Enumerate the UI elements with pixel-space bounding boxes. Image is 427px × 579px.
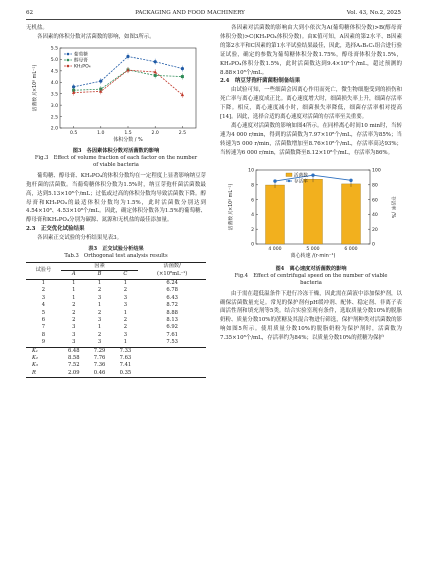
table-cell: 7.52 xyxy=(67,362,80,369)
legend-marker xyxy=(67,53,70,56)
table-cell: 6.78 xyxy=(166,287,178,294)
paragraph: 各因素的体积分数对活菌数的影响，如图3所示。 xyxy=(37,33,155,40)
table-cell: 1 xyxy=(97,279,102,286)
table-summary-row xyxy=(26,370,206,378)
table-row xyxy=(26,339,206,347)
table-cell: 2 xyxy=(72,302,76,309)
table-cell: 7.53 xyxy=(166,339,178,346)
y-tick-label: 2.5 xyxy=(50,115,58,121)
table-cell: 6.48 xyxy=(67,347,80,354)
table-header-unit: (×10⁸mL⁻¹) xyxy=(157,271,188,278)
table-subheader: B xyxy=(97,271,102,278)
fig3-caption-cn: 图3 各因素体积分数对活菌数的影响 xyxy=(72,147,160,154)
x-tick-label: 4 000 xyxy=(268,246,282,252)
table-cell: 8.13 xyxy=(166,316,178,323)
y-tick-label: 8 xyxy=(251,183,254,189)
table-cell: 8.72 xyxy=(166,302,178,309)
table-cell: 2 xyxy=(97,287,102,294)
y2-axis-label: 存活率 /% xyxy=(390,195,395,218)
legend-marker xyxy=(67,65,70,68)
table-cell: 2 xyxy=(72,316,76,323)
legend-swatch xyxy=(286,173,292,177)
table-row xyxy=(26,310,206,317)
table-cell: 7.29 xyxy=(93,347,106,354)
x-tick-label: 0.5 xyxy=(69,130,78,136)
fig3-caption-en: Fig.3 Effect of volume fraction of each factor on the number xyxy=(34,154,198,161)
table-cell: K₁ xyxy=(32,347,38,354)
right-column xyxy=(220,24,402,343)
section-heading: 2.4 纳豆芽孢杆菌菌粉制备结果 xyxy=(220,78,301,85)
table-cell: 3 xyxy=(72,339,76,346)
legend-label: 存活率 xyxy=(294,179,308,185)
legend-marker xyxy=(67,59,70,62)
table-cell: 3 xyxy=(41,294,46,301)
table-cell: 6.92 xyxy=(166,324,178,331)
header-rule xyxy=(26,19,401,20)
legend-marker xyxy=(288,179,290,181)
table-cell: 2 xyxy=(97,309,102,316)
orthogonal-table xyxy=(26,262,206,378)
line-chart-fig3 xyxy=(26,42,206,148)
legend-label: KH₂PO₄ xyxy=(74,64,91,70)
fig4-caption-en: bacteria xyxy=(300,279,322,286)
table-cell: 1 xyxy=(72,287,76,294)
paragraph: 由于需在超低温条件下进行冷冻干燥，因此需在菌液中添加保护剂，以确保活菌数量充足。常见的保护剂有pH缓冲剂、配体、稳定剂、非离子表面活性剂和填充剂等5类。结合实验室现有条件，选取质量分数10%的脱脂奶粉、质量分数10%的蔗糖及其混合物进行筛选，保护剂种类对活菌数的影响如图5所示。使用质量分数10%的脱脂奶粉为保护剂时，活菌数为7.35×10⁸个/mL，存活率约为84%；以质量分数10%的蔗糖为保护 xyxy=(220,290,402,342)
bar-chart-fig4 xyxy=(220,158,402,266)
data-point xyxy=(126,55,129,58)
table-summary-row xyxy=(26,355,206,362)
table-cell: 2 xyxy=(41,287,46,294)
table-cell: 6 xyxy=(41,316,46,323)
table-cell: 8 xyxy=(41,331,46,338)
paragraph: 葡萄糖、醇母膏、KH₂PO₄的体积分数均在一定程度上显著影响纳豆芽孢杆菌的活菌数。当葡萄糖体积分数为1.5%时，纳豆芽孢杆菌活菌数最高，达到5.13×10⁸个/mL；过低或过高的体积分数均导致活菌数下降。醇母膏和KH₂PO₄的最适体积分数均为1.5%，此时活菌数分别达到4.54×10⁸、4.53×10⁸个/mL。因此，确定体积分数各为1.5%的葡萄糖、醇母膏和KH₂PO₄分别为碳源、氮源和无机盐的最佳添加量。 xyxy=(26,172,206,224)
data-point xyxy=(273,179,276,182)
table-cell: 7.33 xyxy=(119,347,132,354)
table-row xyxy=(26,317,206,324)
table-cell: 4 xyxy=(41,302,46,309)
y-tick-label: 10 xyxy=(248,168,254,174)
fig4-caption-cn: 图4 离心速度对活菌数的影响 xyxy=(275,265,347,272)
table-cell: K₂ xyxy=(32,354,38,361)
y-tick-label: 4 xyxy=(251,212,254,218)
table-cell: 6.24 xyxy=(166,279,178,286)
table-header: 因素 xyxy=(61,263,139,271)
table-cell: 8.58 xyxy=(67,354,80,361)
bar xyxy=(266,185,285,244)
y-tick-label: 4.5 xyxy=(50,69,58,75)
data-point xyxy=(311,173,314,176)
table-cell: 3 xyxy=(97,339,102,346)
table-cell: 3 xyxy=(72,324,76,331)
y-tick-label: 6 xyxy=(251,197,254,203)
table-cell: 2 xyxy=(123,287,128,294)
data-point xyxy=(181,67,184,70)
y-axis-label: 活菌数 /(×10⁸ mL⁻¹) xyxy=(229,183,234,230)
section-heading: 2.3 正交优化试验结果 xyxy=(26,226,85,233)
data-point xyxy=(181,75,184,78)
table-cell: 7 xyxy=(41,324,46,331)
table-cell: 3 xyxy=(97,316,102,323)
y-axis-label: 活菌数 /(×10⁸ mL⁻¹) xyxy=(33,64,38,112)
table-cell: 3 xyxy=(123,294,128,301)
y2-tick-label: 40 xyxy=(372,212,378,218)
table-cell: 2 xyxy=(72,309,76,316)
x-tick-label: 6 000 xyxy=(344,246,358,252)
table-cell: 2.09 xyxy=(67,369,80,376)
table-summary-row xyxy=(26,362,206,369)
table-row xyxy=(26,295,206,302)
y-tick-label: 0 xyxy=(251,242,254,248)
left-column xyxy=(26,24,206,378)
table-cell: 5 xyxy=(41,309,46,316)
y-tick-label: 3.5 xyxy=(50,92,58,98)
table-cell: 1 xyxy=(72,294,76,301)
table-cell: 8.88 xyxy=(166,309,178,316)
legend-label: 葡萄糖 xyxy=(74,52,88,58)
x-tick-label: 1.5 xyxy=(124,130,132,136)
table-row xyxy=(26,324,206,331)
table-cell: 2 xyxy=(123,324,128,331)
y2-tick-label: 20 xyxy=(372,227,378,233)
table-cell: 2 xyxy=(97,331,102,338)
table-title-en: Tab.3 Orthogonal test analysis results xyxy=(64,253,168,260)
bar xyxy=(342,184,361,244)
y2-tick-label: 100 xyxy=(372,168,381,174)
y-tick-label: 3.0 xyxy=(50,103,58,109)
y2-tick-label: 60 xyxy=(372,197,378,203)
table-cell: 9 xyxy=(41,339,46,346)
table-cell: 1 xyxy=(123,279,128,286)
paragraph: 各因素对活菌数的影响由大到小依次为A(葡萄糖体积分数)>B(醇母膏体积分数)>C(KH₂PO₄体积分数)。由K值可知，A因素的第2水平、B因素的第2水平和C因素的第1水平试验结果最佳，因此，选择A₂B₂C₁组合进行验证试验，确定的参数为葡萄糖体积分数1.75%，醇母膏体积分数1.5%，KH₂PO₄体积分数1.5%，此时活菌数达到9.4×10⁸个/mL，超过预测的8.88×10⁸个/mL。 xyxy=(220,25,402,76)
paragraph: 无机盐。 xyxy=(26,25,48,31)
table-cell: 3 xyxy=(123,331,128,338)
table-subheader: C xyxy=(123,271,128,278)
fig3-caption-en: of viable bacteria xyxy=(93,161,139,168)
table-row xyxy=(26,302,206,309)
table-header: 试验号 xyxy=(26,263,61,280)
table-cell: 3 xyxy=(123,302,128,309)
y2-tick-label: 80 xyxy=(372,183,378,189)
table-cell: 7.41 xyxy=(119,362,132,369)
y-tick-label: 4.0 xyxy=(50,80,58,86)
y-tick-label: 5.5 xyxy=(50,46,58,52)
x-tick-label: 1.0 xyxy=(97,130,105,136)
table-cell: 7.61 xyxy=(166,331,178,338)
table-cell xyxy=(138,362,206,369)
y-tick-label: 5.0 xyxy=(50,57,58,63)
legend-label: 活菌数 xyxy=(294,172,308,178)
series-line xyxy=(74,70,183,95)
table-summary-row xyxy=(26,347,206,355)
table-cell: 0.35 xyxy=(119,369,132,376)
table-cell: 1 xyxy=(97,324,102,331)
legend-label: 醇母膏 xyxy=(74,58,88,64)
table-cell: 1 xyxy=(72,279,76,286)
y-tick-label: 2 xyxy=(251,227,254,233)
paragraph: 离心速度对活菌数的影响如图4所示。在同样离心时间10 min时，当转速为4 000 r/min，得到的活菌数为7.97×10⁸个/mL，存活率为85%；当转速为5 000 r/min，活菌数增加至8.76×10⁸个/mL，存活率高达93%；当转速为6 000 r/min，活菌数降至8.12×10⁸个/mL，存活率为86%。 xyxy=(220,122,402,156)
table-row xyxy=(26,287,206,294)
x-tick-label: 5 000 xyxy=(306,246,320,252)
table-row xyxy=(26,279,206,287)
table-cell: 7.63 xyxy=(119,354,132,361)
table-cell: 1 xyxy=(123,339,128,346)
table-cell: 1 xyxy=(97,302,102,309)
table-cell: K₃ xyxy=(32,362,38,369)
table-cell xyxy=(138,347,206,355)
table-cell: R xyxy=(32,369,36,376)
y2-tick-label: 0 xyxy=(372,242,375,248)
paragraph: 各因素正交试验的分析结果见表3。 xyxy=(37,235,123,242)
x-axis-label: 体积分数 / % xyxy=(113,136,143,143)
table-cell: 3 xyxy=(72,331,76,338)
data-point xyxy=(349,178,352,181)
table-header: 活菌数/ xyxy=(163,263,181,270)
page-number: 62 xyxy=(26,10,34,16)
table-subheader: A xyxy=(71,271,76,278)
journal-title: PACKAGING AND FOOD MACHINERY xyxy=(135,10,245,16)
data-point xyxy=(154,60,157,63)
table-cell: 1 xyxy=(123,309,128,316)
fig4-caption-en: Fig.4 Effect of centrifugal speed on the number of viable xyxy=(234,272,388,279)
table-cell: 6.43 xyxy=(166,294,178,301)
table-cell xyxy=(138,370,206,378)
table-row xyxy=(26,332,206,339)
table-cell: 3 xyxy=(97,294,102,301)
bar xyxy=(304,179,323,244)
x-tick-label: 2.0 xyxy=(151,130,159,136)
paragraph: 由试验可知，一些细菌会因离心作用而死亡，微生物细胞受到的损伤和死亡率与离心速度成正比。离心速度增大时，细菌损失率上升，细菌存活率下降。相反，离心速度减小时，细菌损失率降低，细菌存活率相对提高[14]。因此，选择合适的离心速度对活菌的存活率至关重要。 xyxy=(220,87,402,121)
table-cell: 0.46 xyxy=(93,369,106,376)
table-cell: 7.76 xyxy=(93,354,106,361)
y-tick-label: 2.0 xyxy=(50,126,58,132)
table-title-cn: 表3 正交试验分析结果 xyxy=(88,246,144,253)
running-header xyxy=(26,8,401,18)
table-cell: 1 xyxy=(41,279,46,286)
table-cell: 7.36 xyxy=(93,362,106,369)
volume-issue: Vol. 43, No.2, 2025 xyxy=(346,10,401,16)
table-cell: 2 xyxy=(123,316,128,323)
x-axis-label: 离心转速 /(r·min⁻¹) xyxy=(290,252,336,259)
x-tick-label: 2.5 xyxy=(178,130,187,136)
table-cell xyxy=(138,355,206,362)
data-point xyxy=(99,79,102,82)
